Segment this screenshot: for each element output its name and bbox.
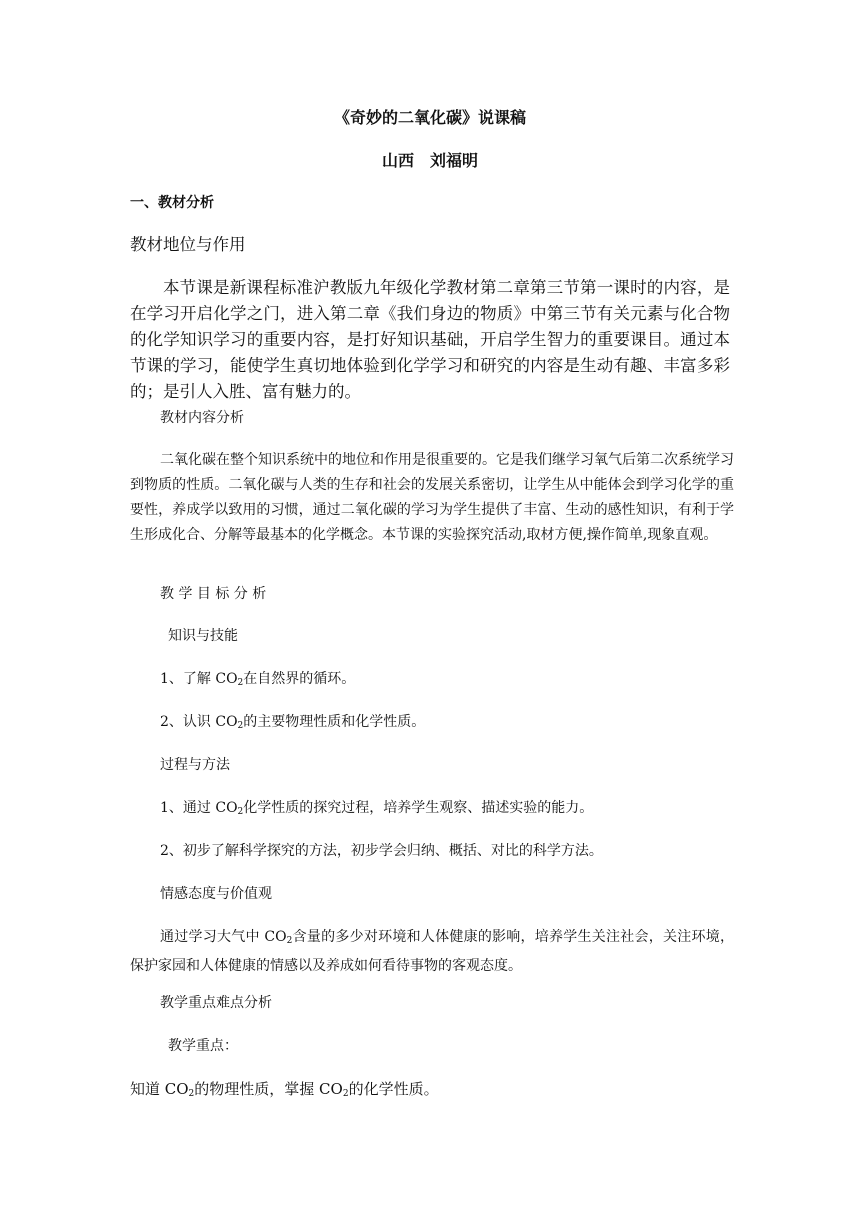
subscript: 2 bbox=[237, 807, 244, 817]
subscript: 2 bbox=[237, 678, 244, 688]
document-title: 《奇妙的二氧化碳》说课稿 bbox=[333, 108, 526, 127]
subscript: 2 bbox=[286, 936, 293, 946]
heading-position: 教材地位与作用 bbox=[130, 235, 246, 254]
emotion-a: 通过学习大气中 CO bbox=[160, 929, 287, 945]
heading-keypoints: 教学重点难点分析 bbox=[160, 995, 272, 1011]
knowledge-item-2-b: 的主要物理性质和化学性质。 bbox=[243, 714, 426, 730]
heading-process: 过程与方法 bbox=[160, 757, 230, 773]
subscript: 2 bbox=[237, 721, 244, 731]
focus-item bbox=[130, 1076, 439, 1107]
focus-a: 知道 CO bbox=[130, 1080, 189, 1098]
heading-goals: 教 学 目 标 分 析 bbox=[160, 586, 267, 602]
process-item-1-a: 1、通过 CO bbox=[160, 800, 238, 816]
knowledge-item-2-a: 2、认识 CO bbox=[160, 714, 238, 730]
emotion-b: 含量的多少对环境和人体健康的影响，培养学生关注社会，关注环境，保护家园和人体健康的情感以及养成如何看待事物的客观态度。 bbox=[130, 929, 735, 974]
subscript: 2 bbox=[342, 1089, 349, 1099]
focus-c: 的化学性质。 bbox=[348, 1080, 439, 1098]
heading-focus: 教学重点： bbox=[168, 1038, 238, 1054]
paragraph-emotion bbox=[130, 925, 734, 979]
focus-b: 的物理性质，掌握 CO bbox=[194, 1080, 343, 1098]
knowledge-item-1 bbox=[160, 666, 355, 696]
knowledge-item-1-b: 在自然界的循环。 bbox=[243, 671, 356, 687]
paragraph-content: 二氧化碳在整个知识系统中的地位和作用是很重要的。它是我们继学习氧气后第二次系统学习到物质的性质。二氧化碳与人类的生存和社会的发展关系密切，让学生从中能体会到学习化学的重要性，养成学以致用的习惯，通过二氧化碳的学习为学生提供了丰富、生动的感性知识，有利于学生形成化合、分解等最基本的化学概念。本节课的实验探究活动,取材方便,操作简单,现象直观。 bbox=[130, 452, 734, 543]
knowledge-item-1-a: 1、了解 CO bbox=[160, 671, 238, 687]
section-heading-1: 一、教材分析 bbox=[130, 195, 214, 211]
heading-emotion: 情感态度与价值观 bbox=[160, 886, 272, 902]
process-item-1-b: 化学性质的探究过程，培养学生观察、描述实验的能力。 bbox=[243, 800, 594, 816]
knowledge-item-2 bbox=[160, 709, 425, 739]
process-item-1 bbox=[160, 795, 593, 825]
subscript: 2 bbox=[188, 1089, 195, 1099]
paragraph-position: 本节课是新课程标准沪教版九年级化学教材第二章第三节第一课时的内容，是在学习开启化学之门，进入第二章《我们身边的物质》中第三节有关元素与化合物的化学知识学习的重要内容，是打好知识基础，开启学生智力的重要课目。通过本节课的学习，能使学生真切地体验到化学学习和研究的内容是生动有趣、丰富多彩的；是引人入胜、富有魅力的。 bbox=[130, 278, 730, 401]
process-item-2: 2、初步了解科学探究的方法，初步学会归纳、概括、对比的科学方法。 bbox=[160, 843, 603, 859]
heading-knowledge: 知识与技能 bbox=[168, 628, 238, 644]
document-author: 山西 刘福明 bbox=[381, 151, 478, 170]
heading-content: 教材内容分析 bbox=[160, 410, 244, 426]
